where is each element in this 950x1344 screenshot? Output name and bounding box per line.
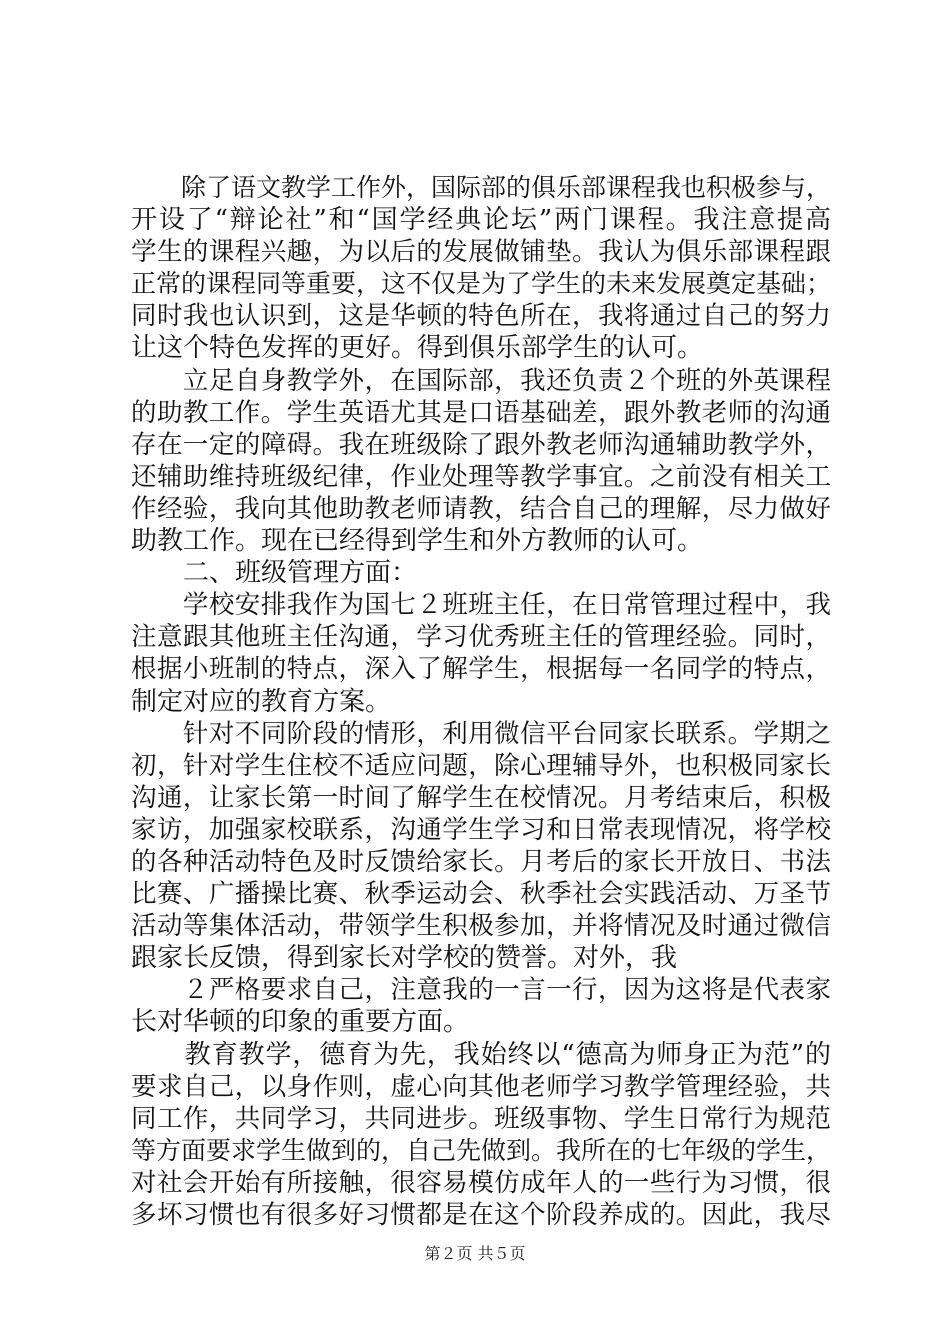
text-line: 作经验，我向其他助教老师请教，结合自己的理解，尽力做好 <box>131 493 831 524</box>
text-line: 家访，加强家校联系，沟通学生学习和日常表现情况，将学校 <box>131 814 831 845</box>
text-line: 立足自身教学外，在国际部，我还负责２个班的外英课程 <box>131 365 831 396</box>
text-line: 长对华顿的印象的重要方面。 <box>131 1007 470 1038</box>
text-line: 教育教学，德育为先，我始终以“德高为师身正为范”的 <box>131 1039 831 1070</box>
page-footer: 第２页 共５页 <box>424 1244 526 1263</box>
text-line: 学校安排我作为国七２班班主任，在日常管理过程中，我 <box>131 590 831 621</box>
text-line: ２严格要求自己，注意我的一言一行，因为这将是代表家 <box>131 975 831 1006</box>
text-line: 的各种活动特色及时反馈给家长。月考后的家长开放日、书法 <box>131 846 831 877</box>
text-line: 让这个特色发挥的更好。得到俱乐部学生的认可。 <box>131 333 704 364</box>
text-line: 正常的课程同等重要，这不仅是为了学生的未来发展奠定基础； <box>131 269 831 299</box>
text-line: 存在一定的障碍。我在班级除了跟外教老师沟通辅助教学外， <box>131 429 831 460</box>
text-line: 多坏习惯也有很多好习惯都是在这个阶段养成的。因此，我尽 <box>131 1200 831 1230</box>
text-line: 助教工作。现在已经得到学生和外方教师的认可。 <box>131 526 704 557</box>
text-line: 制定对应的教育方案。 <box>131 686 392 717</box>
text-line: 比赛、广播操比赛、秋季运动会、秋季社会实践活动、万圣节 <box>131 879 831 910</box>
text-line: 跟家长反馈，得到家长对学校的赞誉。对外，我 <box>131 943 678 974</box>
text-line: 针对不同阶段的情形，利用微信平台同家长联系。学期之 <box>131 718 831 749</box>
text-line: 同时我也认识到，这是华顿的特色所在，我将通过自己的努力 <box>131 301 831 332</box>
text-line: 对社会开始有所接触，很容易模仿成年人的一些行为习惯，很 <box>131 1167 831 1198</box>
text-line: 开设了“辩论社”和“国学经典论坛”两门课程。我注意提高 <box>131 205 831 236</box>
text-line: 的助教工作。学生英语尤其是口语基础差，跟外教老师的沟通 <box>131 397 831 428</box>
text-line: 学生的课程兴趣，为以后的发展做铺垫。我认为俱乐部课程跟 <box>131 237 831 268</box>
document-body <box>131 172 831 1231</box>
text-line: 沟通，让家长第一时间了解学生在校情况。月考结束后，积极 <box>131 782 831 813</box>
text-line: 二、班级管理方面： <box>131 558 418 589</box>
text-line: 还辅助维持班级纪律，作业处理等教学事宜。之前没有相关工 <box>131 461 831 492</box>
text-line: 要求自己，以身作则，虚心向其他老师学习教学管理经验，共 <box>131 1071 831 1102</box>
text-line: 根据小班制的特点，深入了解学生，根据每一名同学的特点， <box>131 654 831 685</box>
text-line: 等方面要求学生做到的，自己先做到。我所在的七年级的学生， <box>131 1135 831 1165</box>
text-line: 活动等集体活动，带领学生积极参加，并将情况及时通过微信 <box>131 911 831 942</box>
text-line: 注意跟其他班主任沟通，学习优秀班主任的管理经验。同时， <box>131 622 831 653</box>
text-line: 同工作，共同学习，共同进步。班级事物、学生日常行为规范 <box>131 1103 831 1134</box>
text-line: 除了语文教学工作外，国际部的俱乐部课程我也积极参与， <box>131 173 831 202</box>
text-line: 初，针对学生住校不适应问题，除心理辅导外，也积极同家长 <box>131 750 831 781</box>
